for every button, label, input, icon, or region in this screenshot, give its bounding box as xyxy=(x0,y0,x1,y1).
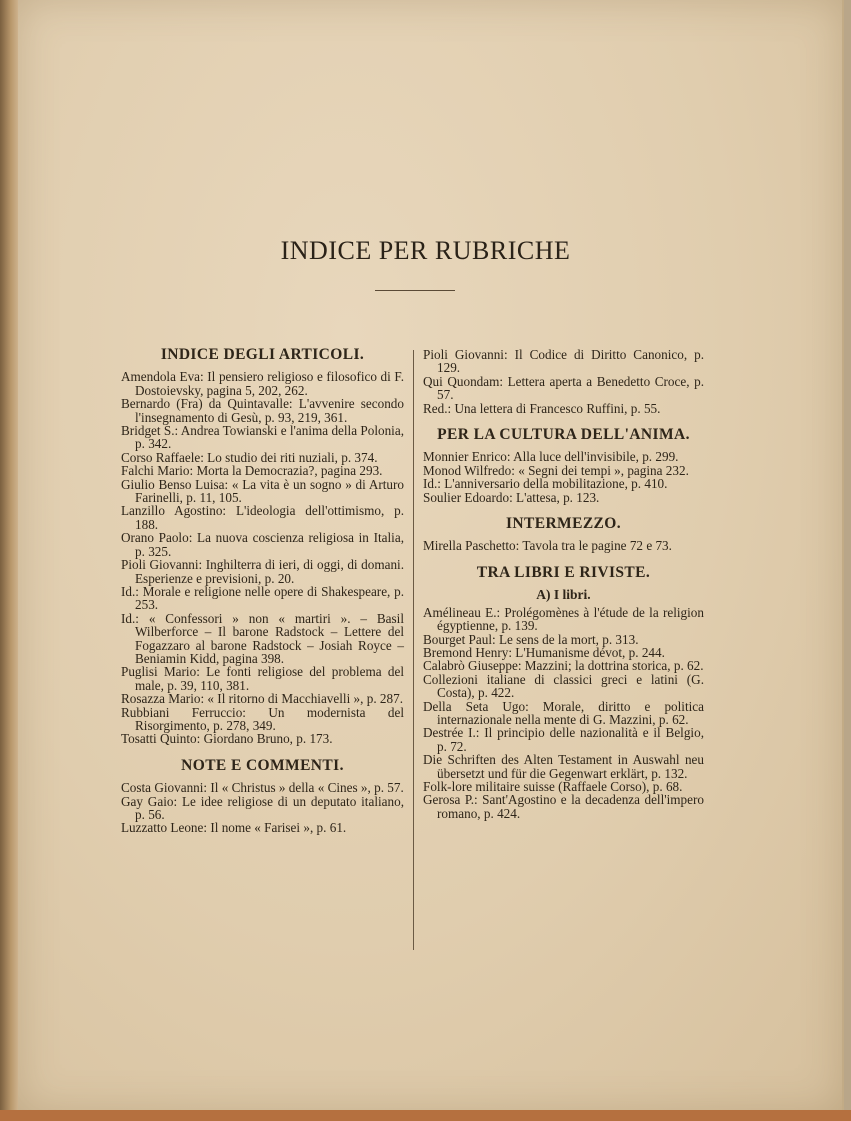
index-entry: Amendola Eva: Il pensiero religioso e filosofico di F. Dostoievsky, pagina 5, 202, 262. xyxy=(121,369,404,398)
index-entry: Rosazza Mario: « Il ritorno di Macchiavelli », p. 287. xyxy=(121,691,403,707)
section-heading: INTERMEZZO. xyxy=(505,515,622,533)
index-entry: Puglisi Mario: Le fonti religiose del problema del male, p. 39, 110, 381. xyxy=(121,664,404,693)
index-entry: Tosatti Quinto: Giordano Bruno, p. 173. xyxy=(121,731,333,747)
section-heading: TRA LIBRI E RIVISTE. xyxy=(476,563,651,581)
index-entry: Bourget Paul: Le sens de la mort, p. 313. xyxy=(423,631,639,647)
index-section xyxy=(423,563,704,821)
index-entry: Pioli Giovanni: Il Codice di Diritto Canonico, p. 129. xyxy=(423,347,704,376)
index-entry: Orano Paolo: La nuova coscienza religiosa in Italia, p. 325. xyxy=(121,530,404,559)
index-entry: Della Seta Ugo: Morale, diritto e politica internazionale nella mente di G. Mazzini, p. 62. xyxy=(423,698,704,727)
index-entry: Id.: L'anniversario della mobilitazione, p. 410. xyxy=(423,476,668,492)
index-section xyxy=(423,428,704,504)
index-entry: Pioli Giovanni: Inghilterra di ieri, di oggi, di domani. Esperienze e previsioni, p. 20. xyxy=(121,557,404,586)
title-rule xyxy=(375,290,455,291)
index-entry: Lanzillo Agostino: L'ideologia dell'ottimismo, p. 188. xyxy=(121,503,404,532)
section-heading: NOTE E COMMENTI. xyxy=(181,756,344,774)
index-entry: Gerosa P.: Sant'Agostino e la decadenza dell'impero romano, p. 424. xyxy=(423,792,704,821)
index-entry: Monod Wilfredo: « Segni dei tempi », pagina 232. xyxy=(423,462,689,478)
index-entry: Bernardo (Fra) da Quintavalle: L'avvenire secondo l'insegnamento di Gesù, p. 93, 219, 361. xyxy=(121,396,404,425)
index-entry: Id.: Morale e religione nelle opere di Shakespeare, p. 253. xyxy=(121,583,404,613)
section-heading: PER LA CULTURA DELL'ANIMA. xyxy=(437,426,690,444)
index-section xyxy=(423,348,704,415)
index-entry: Monnier Enrico: Alla luce dell'invisibile, p. 299. xyxy=(423,449,679,465)
index-entry: Destrée I.: Il principio delle nazionalità e il Belgio, p. 72. xyxy=(423,725,704,754)
index-entry: Bremond Henry: L'Humanisme dévot, p. 244. xyxy=(423,644,665,660)
section-heading: INDICE DEGLI ARTICOLI. xyxy=(160,346,365,363)
index-section xyxy=(121,348,404,746)
index-entry: Bridget S.: Andrea Towianski e l'anima della Polonia, p. 342. xyxy=(121,423,404,452)
index-entry: Gay Gaio: Le idee religiose di un deputato italiano, p. 56. xyxy=(121,793,404,822)
column-divider xyxy=(413,350,414,950)
index-entry: Corso Raffaele: Lo studio dei riti nuziali, p. 374. xyxy=(121,449,378,465)
index-entry: Costa Giovanni: Il « Christus » della « Cines », p. 57. xyxy=(121,780,404,796)
section-subheading: A) I libri. xyxy=(536,587,591,603)
index-entry: Collezioni italiane di classici greci e latini (G. Costa), p. 422. xyxy=(423,671,704,701)
index-entry: Amélineau E.: Prolégomènes à l'étude de la religion égyptienne, p. 139. xyxy=(423,604,704,634)
index-entry: Calabrò Giuseppe: Mazzini; la dottrina storica, p. 62. xyxy=(423,658,704,674)
left-column xyxy=(121,348,404,848)
index-entry: Qui Quondam: Lettera aperta a Benedetto Croce, p. 57. xyxy=(423,373,704,403)
index-entry: Giulio Benso Luisa: « La vita è un sogno » di Arturo Farinelli, p. 11, 105. xyxy=(121,476,404,506)
index-entry: Mirella Paschetto: Tavola tra le pagine 72 e 73. xyxy=(423,538,672,554)
index-entry: Rubbiani Ferruccio: Un modernista del Risorgimento, p. 278, 349. xyxy=(121,704,404,733)
index-entry: Soulier Edoardo: L'attesa, p. 123. xyxy=(423,489,600,505)
index-entry: Die Schriften des Alten Testament in Auswahl neu übersetzt und für die Gegenwart erklärt, p. 132. xyxy=(423,752,704,781)
book-binding-edge xyxy=(0,0,18,1121)
index-entry: Red.: Una lettera di Francesco Ruffini, p. 55. xyxy=(423,400,661,416)
index-entry: Id.: « Confessori » non « martiri ». – Basil Wilberforce – Il barone Radstock – Lettere del Fogazzaro al barone Radstock – Josiah Royce – Beniamin Kidd, pagina 398. xyxy=(121,610,404,666)
page-title: INDICE PER RUBRICHE xyxy=(280,236,571,265)
index-section xyxy=(423,517,704,553)
page-bottom-edge xyxy=(0,1110,851,1121)
index-entry: Luzzatto Leone: Il nome « Farisei », p. 61. xyxy=(121,820,347,836)
index-section xyxy=(121,756,404,836)
index-entry: Falchi Mario: Morta la Democrazia?, pagina 293. xyxy=(121,463,383,479)
index-entry: Folk-lore militaire suisse (Raffaele Corso), p. 68. xyxy=(423,778,683,794)
right-column xyxy=(423,348,704,833)
